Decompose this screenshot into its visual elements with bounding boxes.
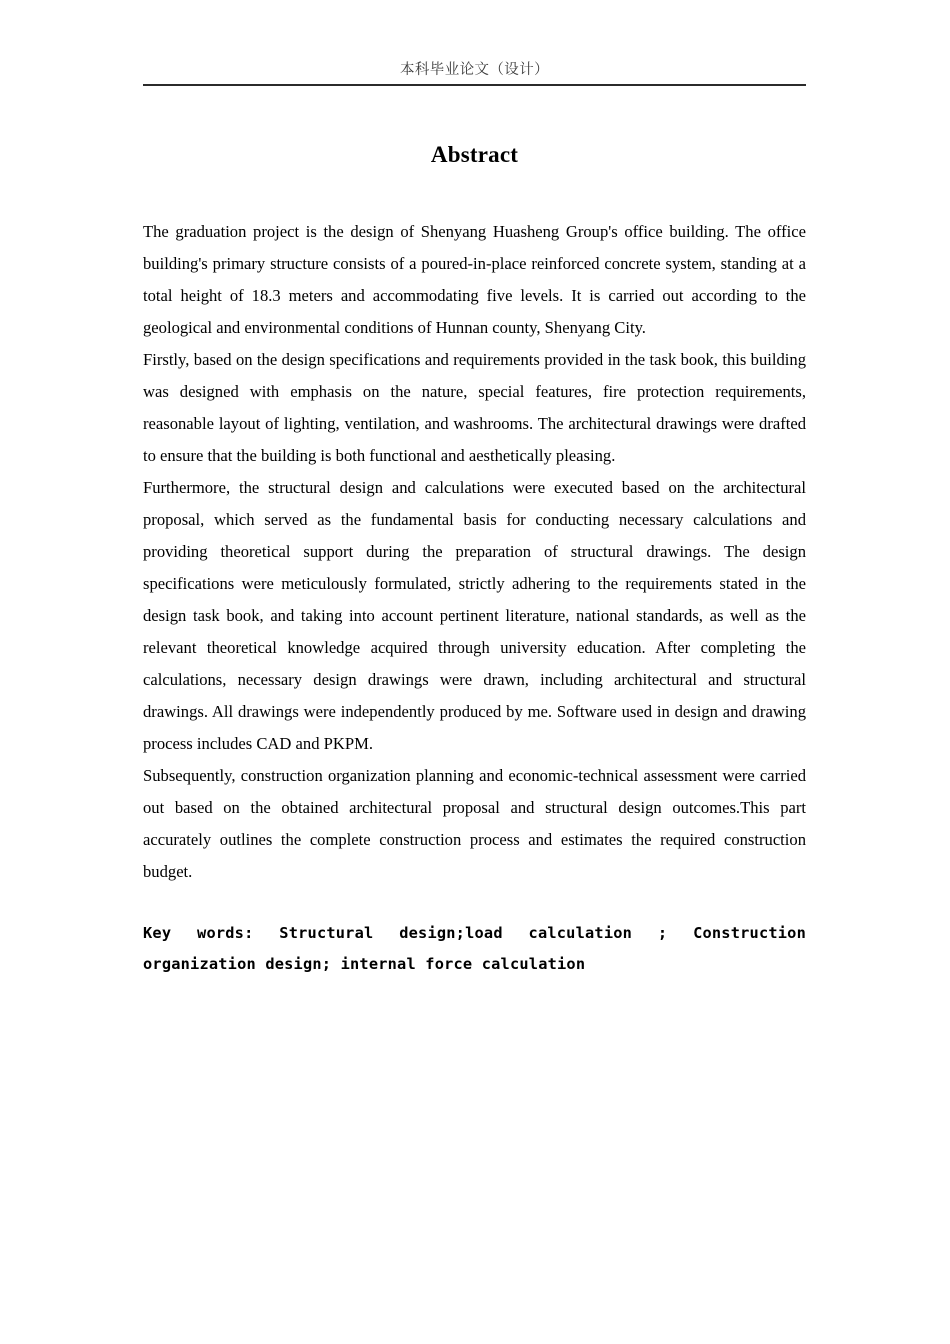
abstract-body [143, 216, 806, 888]
running-header-title: 本科毕业论文（设计） [400, 62, 549, 78]
abstract-paragraph-2: Firstly, based on the design specifications and requirements provided in the task book, this building was designed with emphasis on the nature, special features, fire protection requirements, reasonable layout of lighting, ventilation, and washrooms. The architectural drawings were drafted to ensure that the building is both functional and aesthetically pleasing. [143, 350, 806, 465]
abstract-paragraph-4: Subsequently, construction organization planning and economic-technical assessment were carried out based on the obtained architectural proposal and structural design outcomes.This part accurately outlines the complete construction process and estimates the required construction budget. [143, 766, 806, 881]
abstract-paragraph-1: The graduation project is the design of Shenyang Huasheng Group's office building. The office building's primary structure consists of a poured-in-place reinforced concrete system, standing at a total height of 18.3 meters and accommodating five levels. It is carried out according to the geological and environmental conditions of Hunnan county, Shenyang City. [143, 222, 806, 337]
abstract-paragraph-3: Furthermore, the structural design and calculations were executed based on the architectural proposal, which served as the fundamental basis for conducting necessary calculations and providing theoretical support during the preparation of structural drawings. The design specifications were meticulously formulated, strictly adhering to the requirements stated in the design task book, and taking into account pertinent literature, national standards, as well as the relevant theoretical knowledge acquired through university education. After completing the calculations, necessary design drawings were drawn, including architectural and structural drawings. All drawings were independently produced by me. Software used in design and drawing process includes CAD and PKPM. [143, 478, 806, 753]
header-divider-rule [143, 84, 806, 86]
page-title: Abstract [430, 142, 519, 167]
keywords-block [143, 918, 806, 980]
document-content [143, 110, 806, 980]
keywords-line-1: Key words: Structural design;load calculation ; Construction [143, 924, 806, 942]
running-header [143, 60, 806, 86]
keywords-line-2: organization design; internal force calculation [143, 955, 586, 973]
